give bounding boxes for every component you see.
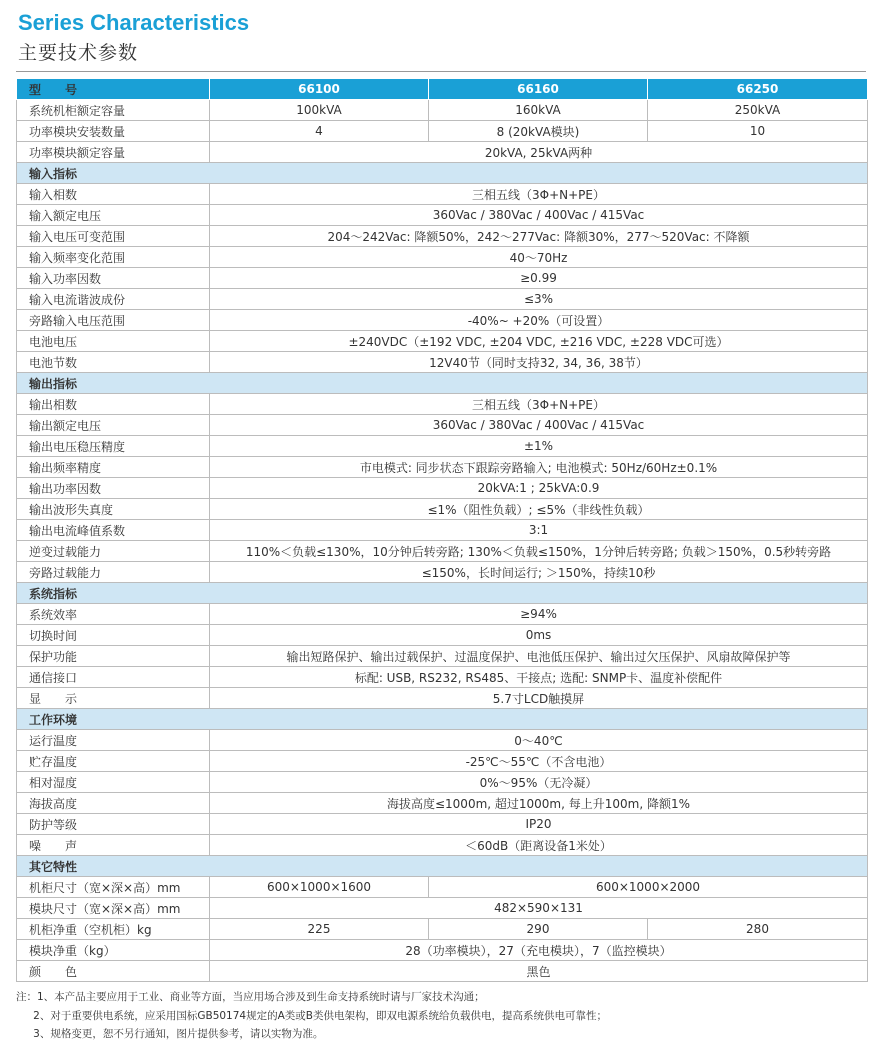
table-row bbox=[17, 352, 868, 373]
row-label: 电池节数 bbox=[17, 352, 210, 373]
section-title: 输入指标 bbox=[17, 163, 868, 184]
footnote: 2、对于重要供电系统，应采用国标GB50174规定的A类或B类供电架构，即双电源系统给负载供电，提高系统供电可靠性； bbox=[16, 1009, 607, 1022]
row-label: 通信接口 bbox=[17, 667, 210, 688]
row-value: 100kVA bbox=[210, 100, 429, 121]
row-value: -25℃～55℃（不含电池） bbox=[210, 751, 868, 772]
row-value: 28（功率模块），27（充电模块），7（监控模块） bbox=[210, 940, 868, 961]
row-label: 显 示 bbox=[17, 688, 210, 709]
row-label: 系统机柜额定容量 bbox=[17, 100, 210, 121]
footnote: 3、规格变更，恕不另行通知，图片提供参考，请以实物为准。 bbox=[16, 1028, 324, 1040]
table-row bbox=[17, 415, 868, 436]
table-row bbox=[17, 835, 868, 856]
row-value: 输出短路保护、输出过载保护、过温度保护、电池低压保护、输出过欠压保护、风扇故障保护等 bbox=[210, 646, 868, 667]
row-label: 功率模块安装数量 bbox=[17, 121, 210, 142]
row-label: 保护功能 bbox=[17, 646, 210, 667]
table-row bbox=[17, 436, 868, 457]
row-label: 机柜尺寸（宽×深×高）mm bbox=[17, 877, 210, 898]
row-value: 600×1000×2000 bbox=[429, 877, 868, 898]
row-value: 360Vac / 380Vac / 400Vac / 415Vac bbox=[210, 415, 868, 436]
table-row bbox=[17, 751, 868, 772]
table-row bbox=[17, 184, 868, 205]
table-row bbox=[17, 562, 868, 583]
table-row bbox=[17, 121, 868, 142]
row-value: ≥0.99 bbox=[210, 268, 868, 289]
row-value: -40%~ +20%（可设置） bbox=[210, 310, 868, 331]
footnotes bbox=[16, 988, 607, 1044]
row-value: ±1% bbox=[210, 436, 868, 457]
row-label: 旁路输入电压范围 bbox=[17, 310, 210, 331]
table-row bbox=[17, 688, 868, 709]
table-row bbox=[17, 730, 868, 751]
table-row bbox=[17, 142, 868, 163]
header-model: 66100 bbox=[210, 79, 429, 100]
section-row bbox=[17, 163, 868, 184]
row-label: 模块净重（kg） bbox=[17, 940, 210, 961]
row-value: 225 bbox=[210, 919, 429, 940]
row-value: 标配: USB, RS232, RS485、干接点; 选配: SNMP卡、温度补偿配件 bbox=[210, 667, 868, 688]
row-label: 功率模块额定容量 bbox=[17, 142, 210, 163]
table-row bbox=[17, 100, 868, 121]
row-value: 12V40节（同时支持32, 34, 36, 38节） bbox=[210, 352, 868, 373]
row-value: 600×1000×1600 bbox=[210, 877, 429, 898]
row-value: ≤150%，长时间运行; ＞150%，持续10秒 bbox=[210, 562, 868, 583]
row-value: ≥94% bbox=[210, 604, 868, 625]
row-label: 电池电压 bbox=[17, 331, 210, 352]
table-row bbox=[17, 205, 868, 226]
row-value: 海拔高度≤1000m, 超过1000m, 每上升100m, 降额1% bbox=[210, 793, 868, 814]
row-value: 三相五线（3Φ+N+PE） bbox=[210, 184, 868, 205]
row-value: 204～242Vac: 降额50%，242～277Vac: 降额30%，277～520Vac: 不降额 bbox=[210, 226, 868, 247]
section-row bbox=[17, 709, 868, 730]
table-row bbox=[17, 898, 868, 919]
section-row bbox=[17, 856, 868, 877]
row-value: ±240VDC（±192 VDC, ±204 VDC, ±216 VDC, ±228 VDC可选） bbox=[210, 331, 868, 352]
row-label: 防护等级 bbox=[17, 814, 210, 835]
section-title: 系统指标 bbox=[17, 583, 868, 604]
title-divider bbox=[16, 71, 866, 72]
row-value: 三相五线（3Φ+N+PE） bbox=[210, 394, 868, 415]
table-row bbox=[17, 268, 868, 289]
row-value: 4 bbox=[210, 121, 429, 142]
section-title: 输出指标 bbox=[17, 373, 868, 394]
row-value: 8 (20kVA模块) bbox=[429, 121, 648, 142]
table-header-row bbox=[17, 79, 868, 100]
table-row bbox=[17, 940, 868, 961]
spec-table bbox=[16, 78, 868, 982]
table-row bbox=[17, 625, 868, 646]
row-value: 市电模式: 同步状态下跟踪旁路输入; 电池模式: 50Hz/60Hz±0.1% bbox=[210, 457, 868, 478]
header-model: 66160 bbox=[429, 79, 648, 100]
table-row bbox=[17, 541, 868, 562]
table-row bbox=[17, 793, 868, 814]
row-label: 海拔高度 bbox=[17, 793, 210, 814]
row-value: 160kVA bbox=[429, 100, 648, 121]
row-value: 40～70Hz bbox=[210, 247, 868, 268]
table-row bbox=[17, 877, 868, 898]
row-label: 输入功率因数 bbox=[17, 268, 210, 289]
row-value: 290 bbox=[429, 919, 648, 940]
row-value: 250kVA bbox=[648, 100, 868, 121]
footnote: 注：1、本产品主要应用于工业、商业等方面，当应用场合涉及到生命支持系统时请与厂家技术沟通； bbox=[16, 991, 485, 1003]
row-value: 0～40℃ bbox=[210, 730, 868, 751]
row-label: 输出相数 bbox=[17, 394, 210, 415]
row-label: 相对湿度 bbox=[17, 772, 210, 793]
row-label: 输入电压可变范围 bbox=[17, 226, 210, 247]
table-row bbox=[17, 289, 868, 310]
row-label: 切换时间 bbox=[17, 625, 210, 646]
table-row bbox=[17, 814, 868, 835]
row-value: 0%～95%（无冷凝） bbox=[210, 772, 868, 793]
header-model-label: 型 号 bbox=[17, 79, 210, 100]
row-label: 输出波形失真度 bbox=[17, 499, 210, 520]
row-label: 系统效率 bbox=[17, 604, 210, 625]
row-label: 贮存温度 bbox=[17, 751, 210, 772]
row-value: 3:1 bbox=[210, 520, 868, 541]
row-value: IP20 bbox=[210, 814, 868, 835]
table-row bbox=[17, 394, 868, 415]
row-label: 输入额定电压 bbox=[17, 205, 210, 226]
row-value: 黑色 bbox=[210, 961, 868, 982]
row-value: 280 bbox=[648, 919, 868, 940]
row-value: ＜60dB（距离设备1米处） bbox=[210, 835, 868, 856]
section-title: 其它特性 bbox=[17, 856, 868, 877]
row-value: 0ms bbox=[210, 625, 868, 646]
table-row bbox=[17, 499, 868, 520]
table-row bbox=[17, 457, 868, 478]
table-row bbox=[17, 226, 868, 247]
section-row bbox=[17, 583, 868, 604]
row-value: 360Vac / 380Vac / 400Vac / 415Vac bbox=[210, 205, 868, 226]
title-english: Series Characteristics bbox=[18, 10, 250, 35]
row-label: 输入频率变化范围 bbox=[17, 247, 210, 268]
row-label: 噪 声 bbox=[17, 835, 210, 856]
row-label: 旁路过载能力 bbox=[17, 562, 210, 583]
table-row bbox=[17, 919, 868, 940]
table-row bbox=[17, 667, 868, 688]
table-row bbox=[17, 961, 868, 982]
row-label: 输出功率因数 bbox=[17, 478, 210, 499]
title-chinese: 主要技术参数 bbox=[18, 42, 139, 64]
row-label: 输出频率精度 bbox=[17, 457, 210, 478]
table-row bbox=[17, 478, 868, 499]
row-value: 10 bbox=[648, 121, 868, 142]
row-label: 输入电流谐波成份 bbox=[17, 289, 210, 310]
section-title: 工作环境 bbox=[17, 709, 868, 730]
row-value: 20kVA:1 ; 25kVA:0.9 bbox=[210, 478, 868, 499]
table-row bbox=[17, 331, 868, 352]
section-row bbox=[17, 373, 868, 394]
row-value: ≤1%（阻性负载）; ≤5%（非线性负载） bbox=[210, 499, 868, 520]
header-model: 66250 bbox=[648, 79, 868, 100]
row-label: 颜 色 bbox=[17, 961, 210, 982]
table-row bbox=[17, 646, 868, 667]
table-row bbox=[17, 247, 868, 268]
row-value: 5.7寸LCD触摸屏 bbox=[210, 688, 868, 709]
row-label: 输出电流峰值系数 bbox=[17, 520, 210, 541]
table-row bbox=[17, 772, 868, 793]
row-value: ≤3% bbox=[210, 289, 868, 310]
row-value: 20kVA, 25kVA两种 bbox=[210, 142, 868, 163]
row-label: 模块尺寸（宽×深×高）mm bbox=[17, 898, 210, 919]
row-label: 逆变过载能力 bbox=[17, 541, 210, 562]
table-row bbox=[17, 604, 868, 625]
table-row bbox=[17, 520, 868, 541]
table-row bbox=[17, 310, 868, 331]
row-label: 输出电压稳压精度 bbox=[17, 436, 210, 457]
row-label: 输入相数 bbox=[17, 184, 210, 205]
row-value: 110%＜负载≤130%，10分钟后转旁路; 130%＜负载≤150%，1分钟后转旁路; 负载＞150%，0.5秒转旁路 bbox=[210, 541, 868, 562]
row-label: 运行温度 bbox=[17, 730, 210, 751]
row-value: 482×590×131 bbox=[210, 898, 868, 919]
row-label: 输出额定电压 bbox=[17, 415, 210, 436]
row-label: 机柜净重（空机柜）kg bbox=[17, 919, 210, 940]
